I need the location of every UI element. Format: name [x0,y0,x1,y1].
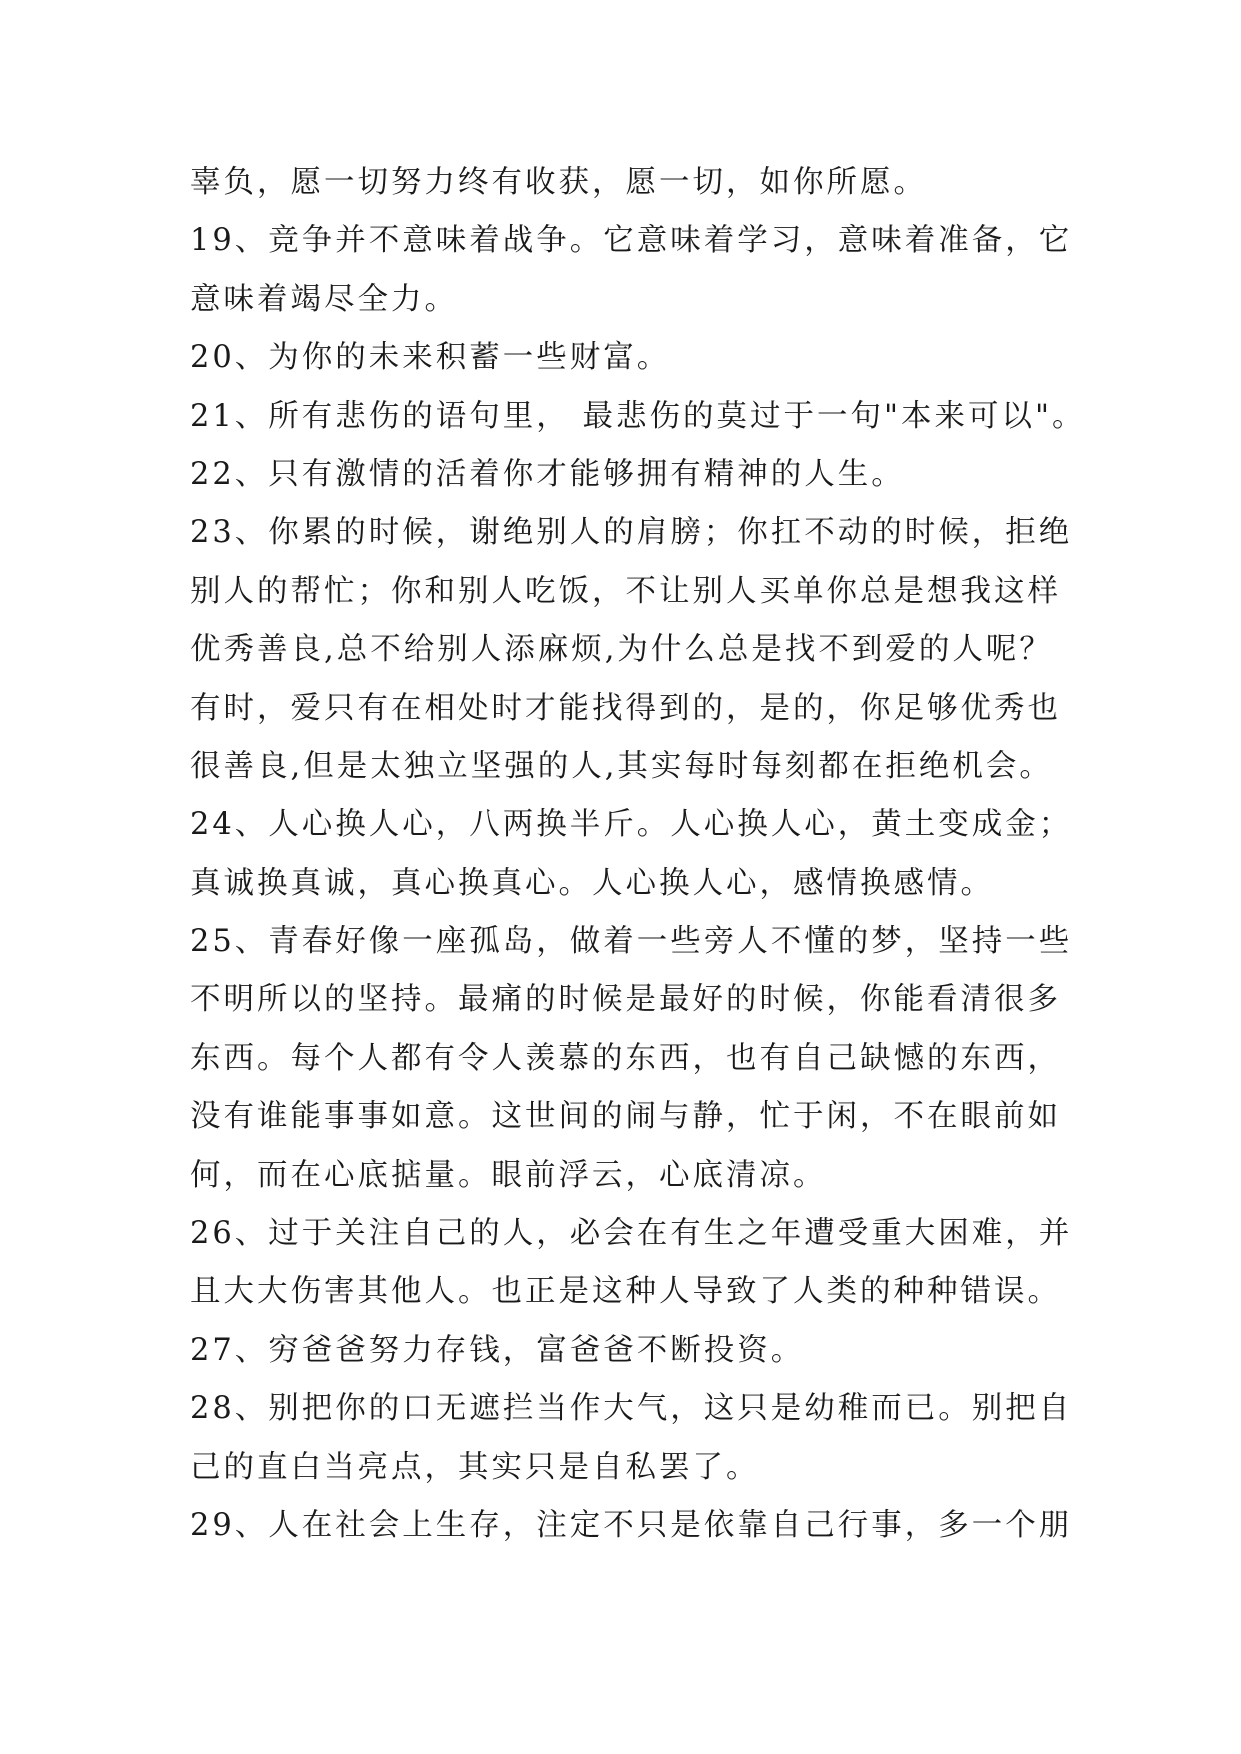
text-line: 己的直白当亮点，其实只是自私罢了。 [190,1449,760,1485]
text-line: 不明所以的坚持。最痛的时候是最好的时候，你能看清很多 [190,982,1061,1018]
text-line: 28、别把你的口无遮拦当作大气，这只是幼稚而已。别把自 [190,1391,1073,1427]
text-line: 24、人心换人心，八两换半斤。人心换人心，黄土变成金； [190,807,1073,843]
text-line: 29、人在社会上生存，注定不只是依靠自己行事，多一个朋 [190,1507,1073,1543]
text-line: 19、竞争并不意味着战争。它意味着学习，意味着准备，它 [190,223,1073,259]
text-line: 没有谁能事事如意。这世间的闹与静，忙于闲，不在眼前如 [190,1099,1061,1135]
text-line: 优秀善良,总不给别人添麻烦,为什么总是找不到爱的人呢？ [190,632,1053,668]
text-line: 20、为你的未来积蓄一些财富。 [190,340,671,376]
text-line: 且大大伤害其他人。也正是这种人导致了人类的种种错误。 [190,1274,1061,1310]
text-line: 23、你累的时候，谢绝别人的肩膀；你扛不动的时候，拒绝 [190,515,1073,551]
text-line: 21、所有悲伤的语句里， 最悲伤的莫过于一句"本来可以"。 [190,398,1086,434]
text-line: 有时，爱只有在相处时才能找得到的，是的，你足够优秀也 [190,690,1061,726]
text-line: 何，而在心底掂量。眼前浮云，心底清凉。 [190,1157,827,1193]
text-line: 东西。每个人都有令人羡慕的东西，也有自己缺憾的东西， [190,1040,1061,1076]
text-line: 26、过于关注自己的人，必会在有生之年遭受重大困难，并 [190,1216,1073,1252]
text-line: 真诚换真诚，真心换真心。人心换人心，感情换感情。 [190,865,994,901]
text-line: 27、穷爸爸努力存钱，富爸爸不断投资。 [190,1332,805,1368]
document-body [190,154,1086,1555]
text-line: 25、青春好像一座孤岛，做着一些旁人不懂的梦，坚持一些 [190,924,1073,960]
text-line: 辜负，愿一切努力终有收获，愿一切，如你所愿。 [190,165,927,200]
text-line: 很善良,但是太独立坚强的人,其实每时每刻都在拒绝机会。 [190,748,1053,784]
text-line: 别人的帮忙；你和别人吃饭，不让别人买单你总是想我这样 [190,573,1061,609]
text-line: 意味着竭尽全力。 [190,281,458,317]
text-line: 22、只有激情的活着你才能够拥有精神的人生。 [190,456,905,492]
